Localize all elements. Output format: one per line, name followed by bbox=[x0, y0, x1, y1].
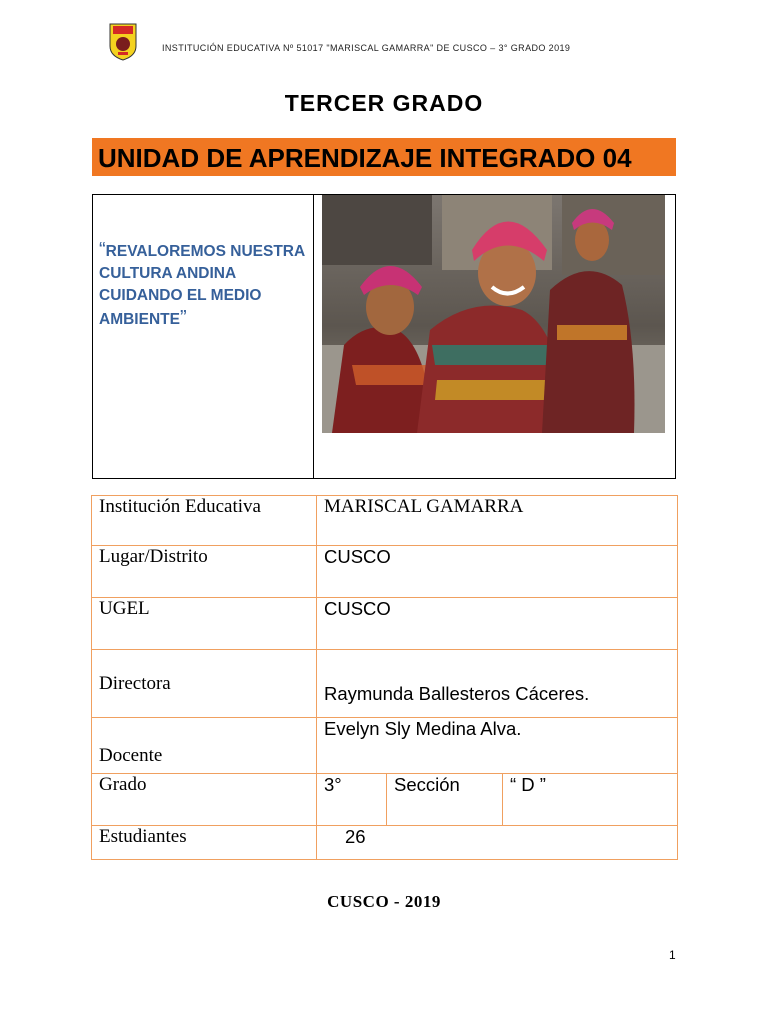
andean-children-photo bbox=[322, 195, 665, 433]
estudiantes-value: 26 bbox=[317, 826, 678, 860]
unit-title-box bbox=[92, 194, 676, 479]
ugel-label: UGEL bbox=[92, 598, 317, 650]
table-row bbox=[92, 650, 678, 718]
grade-title: TERCER GRADO bbox=[284, 90, 484, 116]
footer-city-year: CUSCO - 2019 bbox=[327, 892, 441, 911]
table-row bbox=[92, 546, 678, 598]
school-crest-logo bbox=[108, 22, 138, 62]
grado-label: Grado bbox=[92, 774, 317, 826]
docente-value: Evelyn Sly Medina Alva. bbox=[317, 718, 678, 774]
table-row bbox=[92, 598, 678, 650]
table-row bbox=[92, 826, 678, 860]
institution-header-line: INSTITUCIÓN EDUCATIVA Nº 51017 "MARISCAL GAMARRA" DE CUSCO – 3° GRADO 2019 bbox=[162, 43, 571, 53]
seccion-value: “ D ” bbox=[503, 774, 678, 826]
lugar-label: Lugar/Distrito bbox=[92, 546, 317, 598]
page-number: 1 bbox=[669, 948, 676, 962]
directora-value: Raymunda Ballesteros Cáceres. bbox=[317, 650, 678, 718]
title-box-divider bbox=[313, 195, 314, 478]
unit-title bbox=[99, 239, 309, 331]
table-row bbox=[92, 496, 678, 546]
unit-title-text: REVALOREMOS NUESTRA CULTURA ANDINA CUIDANDO EL MEDIO AMBIENTE bbox=[99, 243, 305, 328]
institucion-label: Institución Educativa bbox=[92, 496, 317, 546]
lugar-value: CUSCO bbox=[317, 546, 678, 598]
school-info-table bbox=[91, 495, 678, 860]
table-row bbox=[92, 774, 678, 826]
seccion-label: Sección bbox=[387, 774, 503, 826]
open-quote: “ bbox=[99, 239, 106, 261]
close-quote: ” bbox=[179, 307, 187, 329]
docente-label: Docente bbox=[92, 718, 317, 774]
directora-label: Directora bbox=[92, 650, 317, 718]
grado-value: 3° bbox=[317, 774, 387, 826]
unit-banner: UNIDAD DE APRENDIZAJE INTEGRADO 04 bbox=[92, 138, 676, 176]
institucion-value: MARISCAL GAMARRA bbox=[317, 496, 678, 546]
estudiantes-label: Estudiantes bbox=[92, 826, 317, 860]
table-row bbox=[92, 718, 678, 774]
ugel-value: CUSCO bbox=[317, 598, 678, 650]
